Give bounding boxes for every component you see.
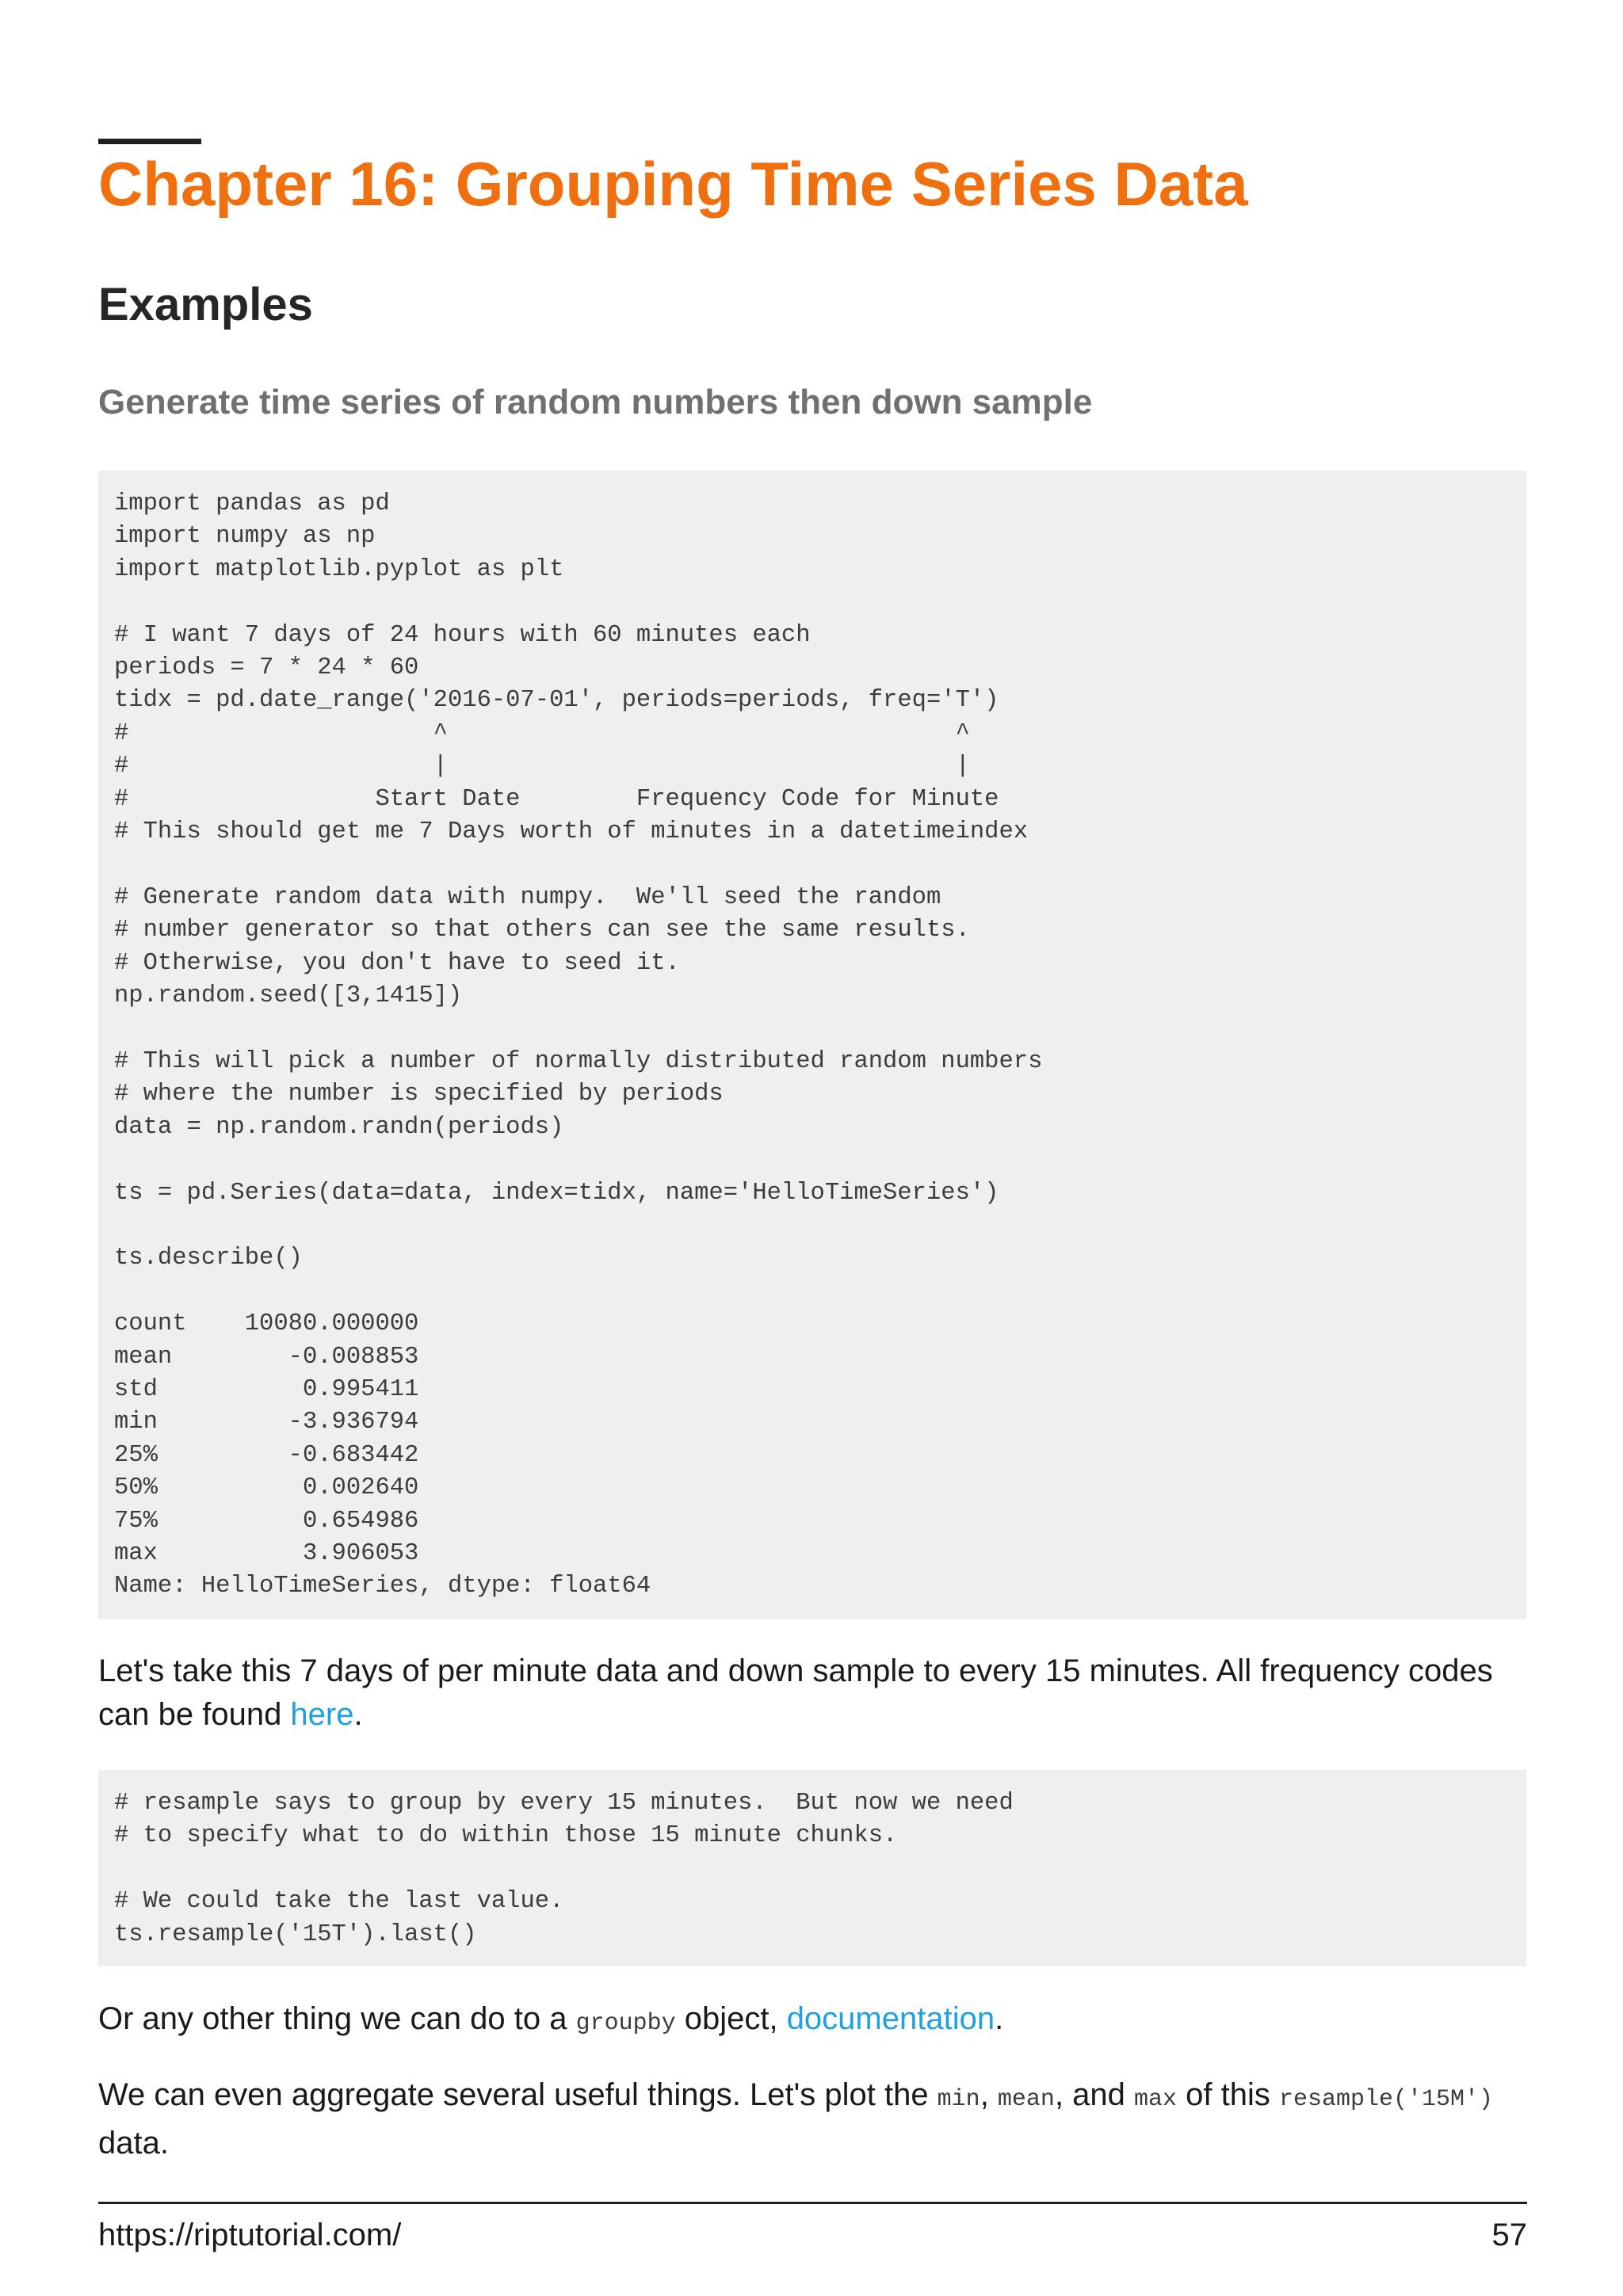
paragraph-text: , and	[1054, 2077, 1135, 2112]
paragraph-text: .	[995, 2001, 1004, 2036]
paragraph-text: data.	[98, 2126, 169, 2161]
paragraph-aggregate	[98, 2073, 1527, 2165]
section-title: Examples	[98, 279, 313, 330]
paragraph-text: ,	[980, 2077, 998, 2112]
inline-code-min: min	[937, 2086, 980, 2113]
paragraph-downsample	[98, 1650, 1527, 1737]
page-number: 57	[1491, 2218, 1527, 2252]
code-text: import pandas as pd import numpy as np import matplotlib.pyplot as plt # I want 7 days of 24 hours with 60 minutes each periods = 7 * 24 * 60 tidx = pd.date_range('2016-07-01', periods=periods, freq='T') # ^ ^ # | | # Start Date Frequency Code for Minute # This should get me 7 Days worth of minutes in a datetimeindex # Generate random data with numpy. We'll seed the random # number generator so that others can see the same results. # Otherwise, you don't have to seed it. np.random.seed([3,1415]) # This will pick a number of normally distributed random numbers # where the number is specified by periods data = np.random.randn(periods) ts = pd.Series(data=data, index=tidx, name='HelloTimeSeries') ts.describe() count 10080.000000 mean -0.008853 std 0.995411 min -3.936794 25% -0.683442 50% 0.002640 75% 0.654986 max 3.906053 Name: HelloTimeSeries, dtype: float64	[114, 490, 1043, 1600]
paragraph-text: .	[353, 1697, 363, 1732]
footer-divider	[98, 2202, 1527, 2204]
code-block-timeseries	[98, 471, 1526, 1619]
inline-code-resample: resample('15M')	[1278, 2086, 1494, 2113]
chapter-title: Chapter 16: Grouping Time Series Data	[98, 149, 1248, 219]
code-block-resample	[98, 1770, 1526, 1966]
inline-code-max: max	[1134, 2086, 1178, 2113]
paragraph-text: object,	[675, 2001, 787, 2036]
frequency-codes-link[interactable]: here	[290, 1697, 354, 1732]
document-page	[98, 0, 1527, 2296]
footer-url[interactable]: https://riptutorial.com/	[98, 2218, 402, 2252]
paragraph-text: Let's take this 7 days of per minute data and down sample to every 15 minutes. All frequency codes can be found	[98, 1653, 1493, 1732]
paragraph-text: of this	[1177, 2077, 1279, 2112]
code-text: # resample says to group by every 15 minutes. But now we need # to specify what to do within those 15 minute chunks. # We could take the last value. ts.resample('15T').last()	[114, 1790, 1014, 1948]
subsection-title: Generate time series of random numbers then down sample	[98, 383, 1093, 421]
inline-code-groupby: groupby	[575, 2010, 676, 2037]
paragraph-text: Or any other thing we can do to a	[98, 2001, 576, 2036]
inline-code-mean: mean	[997, 2086, 1055, 2113]
paragraph-text: We can even aggregate several useful things. Let's plot the	[98, 2077, 938, 2112]
documentation-link[interactable]: documentation	[786, 2001, 995, 2036]
paragraph-groupby	[98, 1997, 1527, 2046]
chapter-accent-rule	[98, 139, 201, 144]
